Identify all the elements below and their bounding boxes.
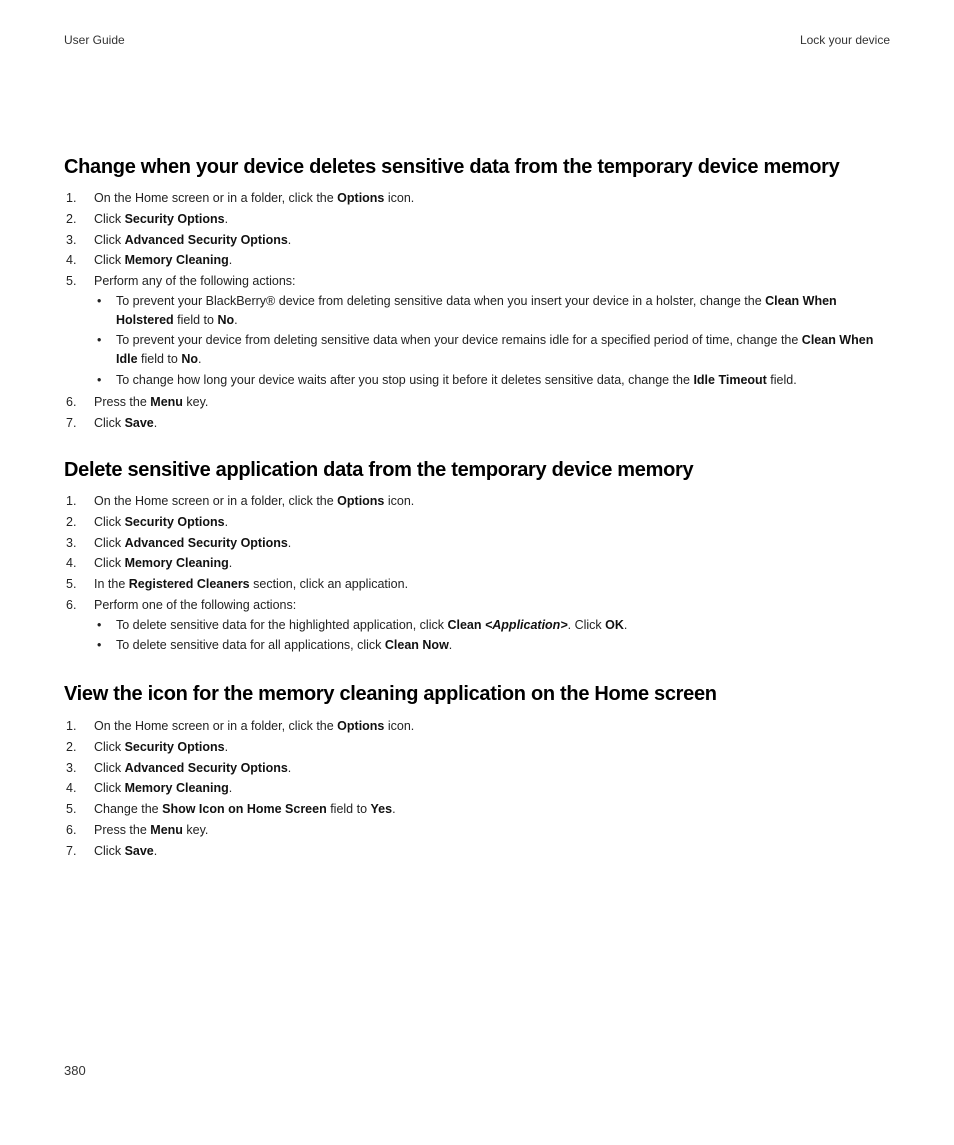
- step-text: [94, 233, 291, 247]
- ui-term: Registered Cleaners: [128, 577, 250, 592]
- instruction-text: .: [153, 843, 158, 858]
- instruction-text: On the Home screen or in a folder, click the: [94, 494, 338, 508]
- instruction-text: icon.: [384, 719, 415, 733]
- step-number: 5.: [66, 274, 77, 289]
- step-item: [64, 737, 894, 758]
- instruction-text: .: [198, 352, 202, 367]
- step-number: 4.: [66, 253, 77, 268]
- step-text: [94, 416, 157, 430]
- ui-term: Options: [337, 719, 385, 733]
- instruction-text: Click: [94, 415, 125, 430]
- instruction-text: .: [224, 739, 229, 754]
- ui-term: Save: [124, 415, 154, 430]
- step-text: [94, 577, 408, 591]
- instruction-text: To change how long your device waits after you stop using it before it deletes sensitive data, change the: [116, 372, 694, 387]
- ui-term: Security Options: [124, 514, 225, 529]
- instruction-text: .: [228, 253, 233, 268]
- step-item: [64, 820, 894, 841]
- sub-step-item: [94, 331, 894, 369]
- ui-term: Menu: [150, 394, 183, 409]
- instruction-text: key.: [182, 822, 209, 837]
- instruction-text: On the Home screen or in a folder, click the: [94, 191, 338, 205]
- step-item: [64, 512, 894, 533]
- instruction-text: field to: [173, 312, 218, 327]
- instruction-text: Press the: [94, 822, 151, 837]
- instruction-text: To prevent your BlackBerry® device from deleting sensitive data when you insert your device in a holster, change the: [116, 293, 766, 308]
- section-1-steps: [64, 188, 894, 434]
- instruction-text: Change the: [94, 802, 163, 817]
- step-text: [94, 212, 228, 226]
- section-3-steps: [64, 716, 894, 862]
- page-number: 380: [64, 1063, 86, 1078]
- sub-step-item: [94, 292, 894, 330]
- ui-term: Security Options: [124, 739, 225, 754]
- ui-term: Options: [337, 191, 385, 205]
- section-3-title: View the icon for the memory cleaning application on the Home screen: [64, 683, 717, 705]
- step-text: [94, 761, 291, 775]
- step-item: [64, 392, 894, 413]
- step-number: 6.: [66, 597, 77, 612]
- ui-term: Clean: [447, 617, 485, 632]
- instruction-text: field to: [137, 352, 182, 367]
- ui-term: <Application>: [484, 617, 568, 632]
- instruction-text: Click: [94, 514, 125, 529]
- instruction-text: Click: [94, 211, 125, 226]
- step-number: 3.: [66, 232, 77, 247]
- step-item: [64, 595, 894, 655]
- instruction-text: icon.: [384, 191, 415, 205]
- step-text: [94, 556, 232, 570]
- ui-term: Advanced Security Options: [124, 535, 288, 550]
- step-text: [94, 844, 157, 858]
- instruction-text: .: [224, 211, 229, 226]
- bullet-icon: •: [97, 372, 102, 387]
- ui-term: Idle Timeout: [693, 372, 767, 387]
- section-2-steps: [64, 491, 894, 657]
- step-number: 6.: [66, 394, 77, 409]
- instruction-text: To delete sensitive data for the highlighted application, click: [116, 617, 448, 632]
- sub-step-list: [94, 292, 894, 390]
- instruction-text: .: [228, 556, 233, 571]
- instruction-text: Click: [94, 556, 125, 571]
- step-text: [94, 395, 208, 409]
- step-number: 2.: [66, 514, 77, 529]
- sub-step-item: [94, 371, 894, 390]
- instruction-text: Click: [94, 843, 125, 858]
- step-number: 6.: [66, 822, 77, 837]
- step-number: 4.: [66, 556, 77, 571]
- ui-term: Yes: [370, 802, 393, 817]
- instruction-text: .: [153, 415, 158, 430]
- step-number: 2.: [66, 739, 77, 754]
- step-number: 4.: [66, 781, 77, 796]
- instruction-text: field to: [326, 802, 371, 817]
- ui-term: OK: [605, 617, 624, 632]
- bullet-icon: •: [97, 617, 102, 632]
- step-number: 2.: [66, 211, 77, 226]
- instruction-text: .: [623, 617, 628, 632]
- bullet-icon: •: [97, 333, 102, 348]
- instruction-text: Click: [94, 739, 125, 754]
- step-number: 3.: [66, 760, 77, 775]
- ui-term: Memory Cleaning: [124, 556, 229, 571]
- instruction-text: To delete sensitive data for all applications, click: [116, 638, 385, 653]
- ui-term: No: [217, 312, 235, 327]
- step-item: [64, 841, 894, 862]
- step-item: [64, 250, 894, 271]
- step-item: [64, 799, 894, 820]
- step-number: 1.: [66, 719, 77, 733]
- ui-term: Show Icon on Home Screen: [162, 802, 327, 817]
- step-text: [94, 515, 228, 529]
- instruction-text: Click: [94, 232, 125, 247]
- ui-term: Clean When Holstered: [116, 293, 837, 327]
- ui-term: Memory Cleaning: [124, 253, 229, 268]
- ui-term: Options: [337, 494, 385, 508]
- ui-term: Advanced Security Options: [124, 232, 288, 247]
- step-text: [94, 274, 296, 288]
- step-item: [64, 553, 894, 574]
- sub-step-list: [94, 616, 894, 656]
- bullet-icon: •: [97, 293, 102, 308]
- instruction-text: Click: [94, 535, 125, 550]
- instruction-text: .: [392, 802, 396, 817]
- step-text: [94, 740, 228, 754]
- instruction-text: key.: [182, 394, 209, 409]
- step-text: [94, 802, 396, 816]
- step-text: [94, 494, 414, 508]
- ui-term: Menu: [150, 822, 183, 837]
- running-header-title: User Guide: [64, 33, 125, 47]
- step-text: [94, 781, 232, 795]
- instruction-text: In the: [94, 577, 129, 592]
- step-text: [94, 253, 232, 267]
- step-item: [64, 533, 894, 554]
- step-number: 7.: [66, 415, 77, 430]
- step-text: [94, 719, 414, 733]
- step-item: [64, 491, 894, 512]
- step-item: [64, 271, 894, 390]
- ui-term: Memory Cleaning: [124, 781, 229, 796]
- sub-step-item: [94, 616, 894, 635]
- instruction-text: To prevent your device from deleting sensitive data when your device remains idle for a specified period of time, change the: [116, 333, 802, 348]
- ui-term: Security Options: [124, 211, 225, 226]
- instruction-text: .: [228, 781, 233, 796]
- sub-step-item: [94, 636, 894, 655]
- ui-term: Save: [124, 843, 154, 858]
- instruction-text: field.: [766, 372, 797, 387]
- step-text: [94, 536, 291, 550]
- step-item: [64, 230, 894, 251]
- instruction-text: Click: [94, 760, 125, 775]
- bullet-icon: •: [97, 638, 102, 653]
- instruction-text: .: [287, 232, 292, 247]
- step-number: 3.: [66, 535, 77, 550]
- instruction-text: .: [287, 760, 292, 775]
- instruction-text: .: [234, 312, 238, 327]
- ui-term: Clean Now: [384, 638, 449, 653]
- section-1-title: Change when your device deletes sensitive data from the temporary device memory: [64, 156, 840, 178]
- instruction-text: icon.: [384, 494, 415, 508]
- step-item: [64, 209, 894, 230]
- step-number: 7.: [66, 843, 77, 858]
- step-item: [64, 413, 894, 434]
- instruction-text: On the Home screen or in a folder, click the: [94, 719, 338, 733]
- running-header-section: Lock your device: [799, 33, 890, 47]
- step-number: 5.: [66, 577, 77, 592]
- step-text: [94, 823, 208, 837]
- step-item: [64, 758, 894, 779]
- instruction-text: Perform one of the following actions:: [94, 597, 297, 612]
- instruction-text: Press the: [94, 394, 151, 409]
- instruction-text: Click: [94, 781, 125, 796]
- ui-term: Advanced Security Options: [124, 760, 288, 775]
- instruction-text: section, click an application.: [249, 577, 409, 592]
- instruction-text: Perform any of the following actions:: [94, 274, 296, 289]
- instruction-text: .: [287, 535, 292, 550]
- step-item: [64, 716, 894, 737]
- step-text: [94, 598, 296, 612]
- step-number: 1.: [66, 494, 77, 508]
- step-number: 5.: [66, 802, 77, 817]
- ui-term: Clean When Idle: [116, 333, 874, 367]
- instruction-text: . Click: [567, 617, 606, 632]
- step-item: [64, 188, 894, 209]
- section-2-title: Delete sensitive application data from the temporary device memory: [64, 459, 694, 481]
- instruction-text: Click: [94, 253, 125, 268]
- step-item: [64, 778, 894, 799]
- step-text: [94, 191, 414, 205]
- step-item: [64, 574, 894, 595]
- instruction-text: .: [224, 514, 229, 529]
- ui-term: No: [181, 352, 198, 367]
- step-number: 1.: [66, 191, 77, 205]
- instruction-text: .: [448, 638, 453, 653]
